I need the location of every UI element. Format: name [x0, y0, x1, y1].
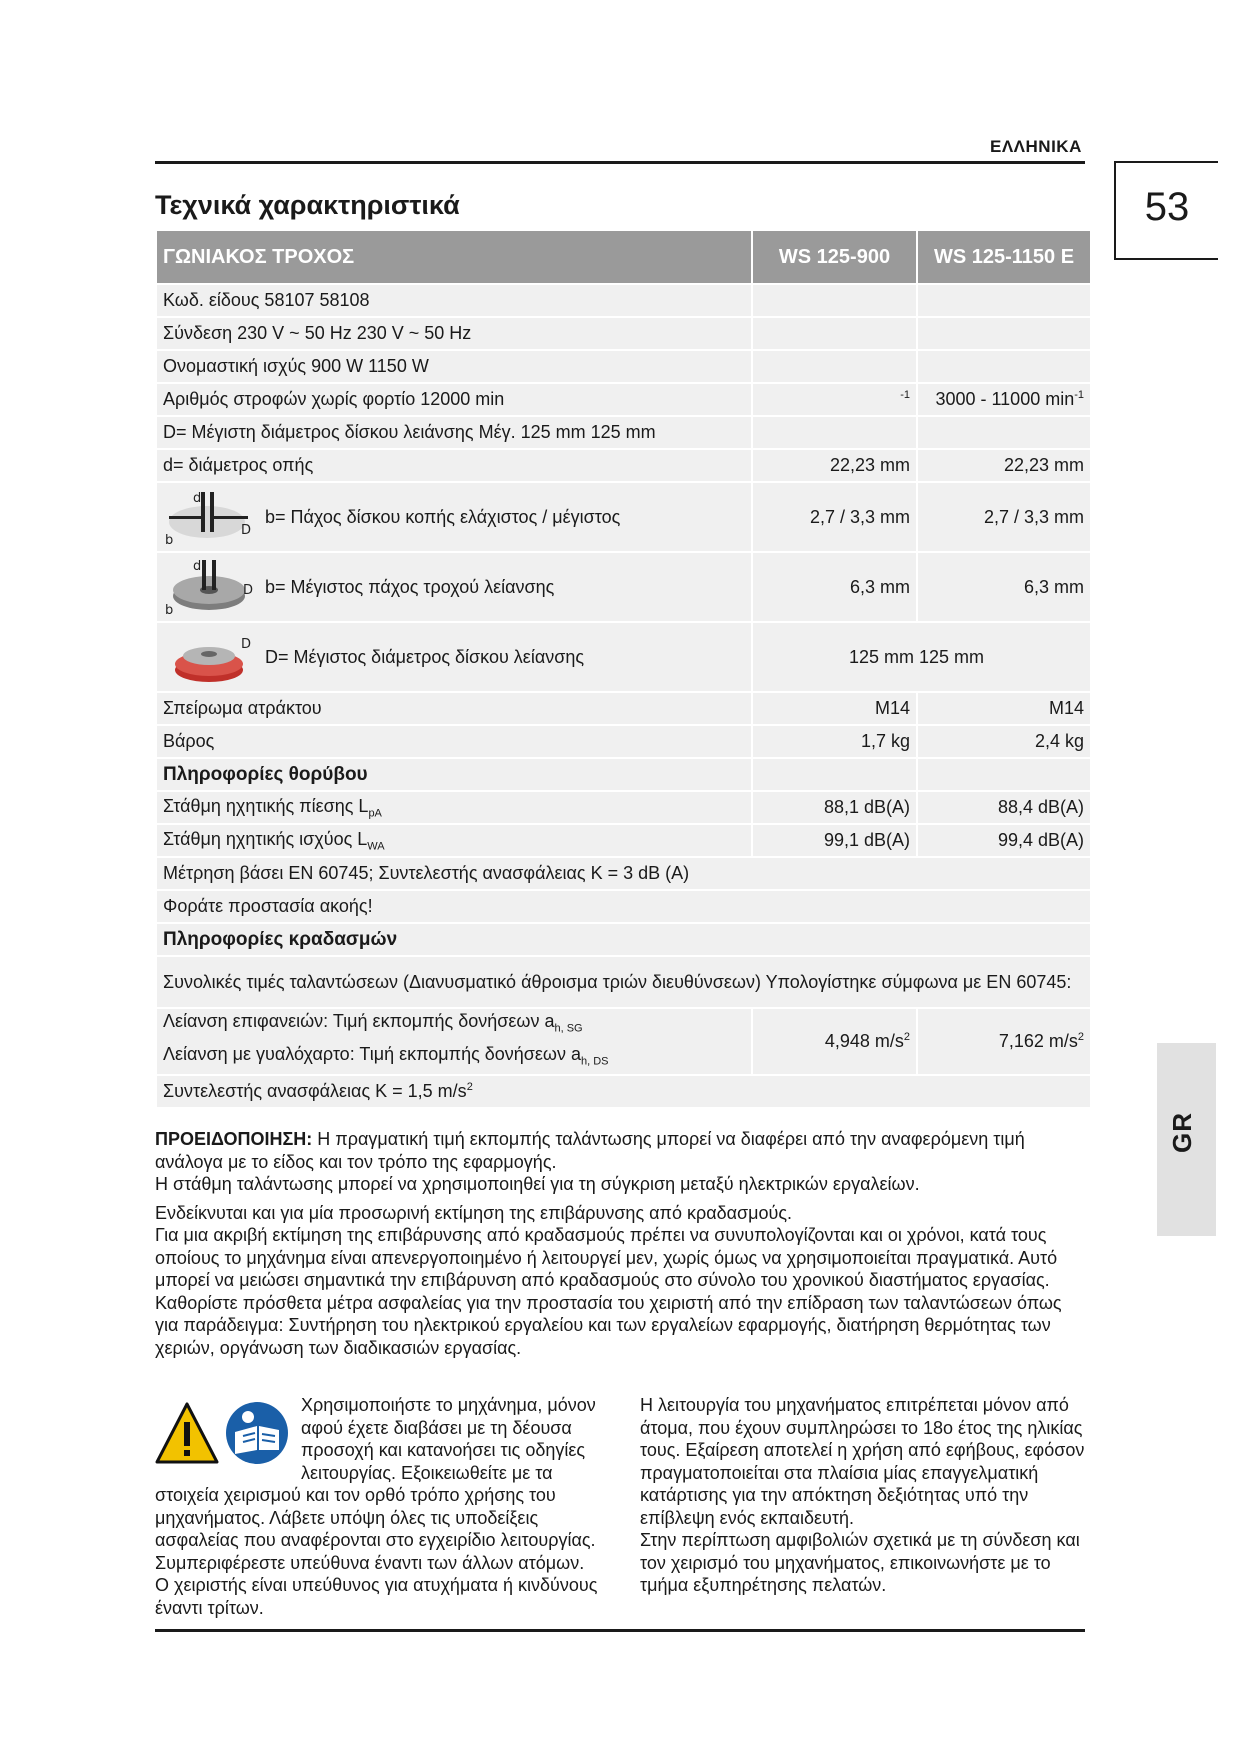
bore-value-model2: 22,23 mm [916, 450, 1090, 483]
sound-power-subscript: WA [367, 840, 385, 853]
svg-text:D: D [243, 583, 254, 598]
sound-power-label: Στάθμη ηχητικής ισχύος L [163, 828, 368, 849]
max-disc-diameter: D= Μέγιστη διάμετρος δίσκου λειάνσης Μέγ. 125 mm 125 mm [157, 417, 751, 450]
bore-diameter-label: d= διάμετρος οπής [157, 450, 751, 483]
table-row [157, 623, 1090, 693]
bottom-rule [155, 1629, 1085, 1632]
warning-comparison: Η στάθμη ταλάντωσης μπορεί να χρησιμοποιηθεί για τη σύγκριση μεταξύ ηλεκτρικών εργαλείων. [155, 1174, 920, 1194]
sound-power-model1: 99,1 dB(A) [751, 825, 916, 858]
language-side-tab-label: GR [1167, 1112, 1197, 1153]
speed-unit-exponent: -1 [900, 389, 910, 401]
spec-header-row [157, 231, 1090, 285]
sanding-disc-value: 125 mm 125 mm [751, 623, 1090, 693]
cut-disc-value-model2: 2,7 / 3,3 mm [916, 483, 1090, 553]
top-rule [155, 161, 1085, 164]
hearing-protection-note: Φοράτε προστασία ακοής! [157, 891, 1090, 924]
sound-pressure-model1: 88,1 dB(A) [751, 792, 916, 825]
age-restriction-text: Η λειτουργία του μηχανήματος επιτρέπεται μόνον από άτομα, που έχουν συμπληρώσει το 18ο έτος της ηλικίας τους. Εξαίρεση αποτελεί η χρήση από εφήβους, εφόσον πραγματοποιείται στα πλαίσια μίας επαγγελματική κατάρτισης για την απόκτηση δεξιότητας υπό την επίβλεψη ενός εκπαιδευτή. [640, 1395, 1085, 1528]
vibration-total-note: Συνολικές τιμές ταλαντώσεων (Διανυσματικό άθροισμα τριών διευθύνσεων) Υπολογίστηκε σύμφωνα με EN 60745: [157, 957, 1090, 1009]
vibration-section-heading: Πληροφορίες κραδασμών [157, 924, 1090, 957]
vibration-value-model1: 4,948 m/s [824, 1031, 904, 1052]
table-row [157, 450, 1090, 483]
customer-service-text: Στην περίπτωση αμφιβολιών σχετικά με τη σύνδεση και τον χειρισμό του μηχανήματος, επικοινωνήστε με το τμήμα εξυπηρέτησης πελατών. [640, 1530, 1080, 1595]
cutting-disc-icon [163, 486, 255, 548]
svg-text:D: D [241, 523, 252, 538]
table-row [157, 553, 1090, 623]
table-row [157, 285, 1090, 318]
table-row [157, 483, 1090, 553]
vibration-uncertainty-exponent: 2 [466, 1081, 473, 1094]
grinding-wheel-thickness-label: b= Μέγιστος πάχος τροχού λείανσης [265, 576, 555, 597]
warning-exact-estimate: Για μια ακριβή εκτίμηση της επιβάρυνσης από κραδασμούς πρέπει να συνυπολογίζονται και οι χρόνοι, κατά τους οποίους το μηχάνημα είναι απενεργοποιημένο ή λειτουργεί μεν, χωρίς όμως να χρησιμοποιείται πραγματικά. Αυτό μπορεί να μειώσει σημαντικά την επιβάρυνση από κραδασμούς στο σύνολο του χρονικού διαστήματος εργασίας. [155, 1225, 1058, 1290]
table-row [157, 957, 1090, 1009]
warning-triangle-icon [157, 1404, 217, 1462]
table-row [157, 924, 1090, 957]
sound-pressure-model2: 88,4 dB(A) [916, 792, 1090, 825]
warning-estimate: Ενδείκνυται και για μία προσωρινή εκτίμηση της επιβάρυνσης από κραδασμούς. [155, 1202, 793, 1223]
vibration-value-model2: 7,162 m/s [998, 1031, 1078, 1052]
model2-header: WS 125-1150 E [916, 231, 1090, 285]
manual-instructions-text: Χρησιμοποιήστε το μηχάνημα, μόνον αφού έχετε διαβάσει με τη δέουσα προσοχή και κατανοήσει τις οδηγίες λειτουργίας. Εξοικειωθείτε με τα στοιχεία χειρισμού και τον ορθό τρόπο χρήσης του μηχανήματος. Λάβετε υπόψη όλες τις υποδείξεις ασφαλείας που αναφέρονται στο εγχειρίδιο λειτουργίας. Συμπεριφέρεστε υπεύθυνα έναντι των άλλων ατόμων. [155, 1395, 596, 1573]
speed-value-model2: 3000 - 11000 min [935, 389, 1075, 409]
table-row [157, 384, 1090, 417]
sanding-disc-icon [163, 626, 255, 688]
svg-text:d: d [193, 559, 202, 574]
surface-grinding-vibration-label: Λείανση επιφανειών: Τιμή εκπομπής δονήσεων a [163, 1011, 555, 1031]
weight-value-model1: 1,7 kg [751, 726, 916, 759]
rated-power: Ονομαστική ισχύς 900 W 1150 W [157, 351, 751, 384]
operator-responsibility-text: Ο χειριστής είναι υπεύθυνος για ατυχήματα ή κινδύνους έναντι τρίτων. [155, 1575, 598, 1618]
sound-pressure-label: Στάθμη ηχητικής πίεσης L [163, 795, 369, 816]
connection: Σύνδεση 230 V ~ 50 Hz 230 V ~ 50 Hz [157, 318, 751, 351]
model1-header: WS 125-900 [751, 231, 916, 285]
table-row [157, 825, 1090, 858]
weight-label: Βάρος [157, 726, 751, 759]
table-row [157, 693, 1090, 726]
grinding-wheel-value-model2: 6,3 mm [916, 553, 1090, 623]
warning-safety-measures: Καθορίστε πρόσθετα μέτρα ασφαλείας για την προστασία του χειριστή από την επίδραση των ταλαντώσεων όπως για παράδειγμα: Συντήρηση του ηλεκτρικού εργαλείου και των εργαλείων εφαρμογής, διατήρηση θερμότητας των χεριών, οργάνωση των διαδικασιών εργασίας. [155, 1292, 1062, 1358]
vibration-unit-exponent-2: 2 [1077, 1031, 1084, 1044]
vibration-uncertainty: Συντελεστής ανασφάλειας K = 1,5 m/s [163, 1081, 467, 1102]
grinding-wheel-value-model1: 6,3 mm [751, 553, 916, 623]
noise-section-heading: Πληροφορίες θορύβου [157, 759, 751, 792]
table-row [157, 1076, 1090, 1109]
weight-value-model2: 2,4 kg [916, 726, 1090, 759]
page-number: 53 [1144, 185, 1190, 229]
language-side-tab [1157, 1043, 1216, 1236]
no-load-speed-label: Αριθμός στροφών χωρίς φορτίο 12000 min [157, 384, 751, 417]
grinding-wheel-icon [163, 556, 255, 618]
left-column [155, 1394, 618, 1619]
svg-text:b: b [165, 603, 174, 618]
svg-text:D: D [241, 637, 252, 652]
sanding-disc-diameter-label: D= Μέγιστος διάμετρος δίσκου λείανσης [265, 646, 585, 667]
read-manual-icon [226, 1402, 288, 1464]
speed-unit-exponent-2: -1 [1074, 389, 1084, 401]
vibration-warning [155, 1128, 1085, 1359]
language-heading: ΕΛΛΗΝΙΚΑ [990, 137, 1082, 156]
safety-icons [155, 1400, 293, 1466]
page-number-box [1114, 161, 1218, 260]
spindle-thread-label: Σπείρωμα ατράκτου [157, 693, 751, 726]
spec-table [157, 231, 1090, 1109]
warning-text: Η πραγματική τιμή εκπομπής ταλάντωσης μπορεί να διαφέρει από την αναφερόμενη τιμή ανάλογα με το είδος και τον τρόπο της εφαρμογής. [155, 1129, 1025, 1172]
table-row [157, 351, 1090, 384]
right-column [640, 1394, 1090, 1597]
item-number: Κωδ. είδους 58107 58108 [157, 285, 751, 318]
table-row [157, 417, 1090, 450]
sanding-subscript: h, DS [581, 1055, 609, 1068]
thread-value-model1: M14 [751, 693, 916, 726]
vibration-unit-exponent-1: 2 [903, 1031, 910, 1044]
page-title: Τεχνικά χαρακτηριστικά [155, 190, 460, 220]
sanding-vibration-label: Λείανση με γυαλόχαρτο: Τιμή εκπομπής δονήσεων a [163, 1043, 581, 1064]
table-row [157, 759, 1090, 792]
table-row [157, 891, 1090, 924]
cut-disc-value-model1: 2,7 / 3,3 mm [751, 483, 916, 553]
surface-grinding-subscript: h, SG [554, 1022, 583, 1035]
measurement-note: Μέτρηση βάσει EN 60745; Συντελεστής ανασφάλειας K = 3 dB (A) [157, 858, 1090, 891]
thread-value-model2: M14 [916, 693, 1090, 726]
sound-power-model2: 99,4 dB(A) [916, 825, 1090, 858]
table-row [157, 792, 1090, 825]
svg-text:b: b [165, 533, 174, 548]
warning-label: ΠΡΟΕΙΔΟΠΟΙΗΣΗ: [155, 1129, 313, 1149]
svg-text:d: d [193, 491, 202, 506]
table-row [157, 318, 1090, 351]
cut-disc-thickness-label: b= Πάχος δίσκου κοπής ελάχιστος / μέγιστος [265, 506, 621, 527]
table-row [157, 1009, 1090, 1076]
bore-value-model1: 22,23 mm [751, 450, 916, 483]
sound-pressure-subscript: pA [368, 807, 382, 820]
spec-header-label: ΓΩΝΙΑΚΟΣ ΤΡΟΧΟΣ [157, 231, 751, 285]
table-row [157, 726, 1090, 759]
table-row [157, 858, 1090, 891]
